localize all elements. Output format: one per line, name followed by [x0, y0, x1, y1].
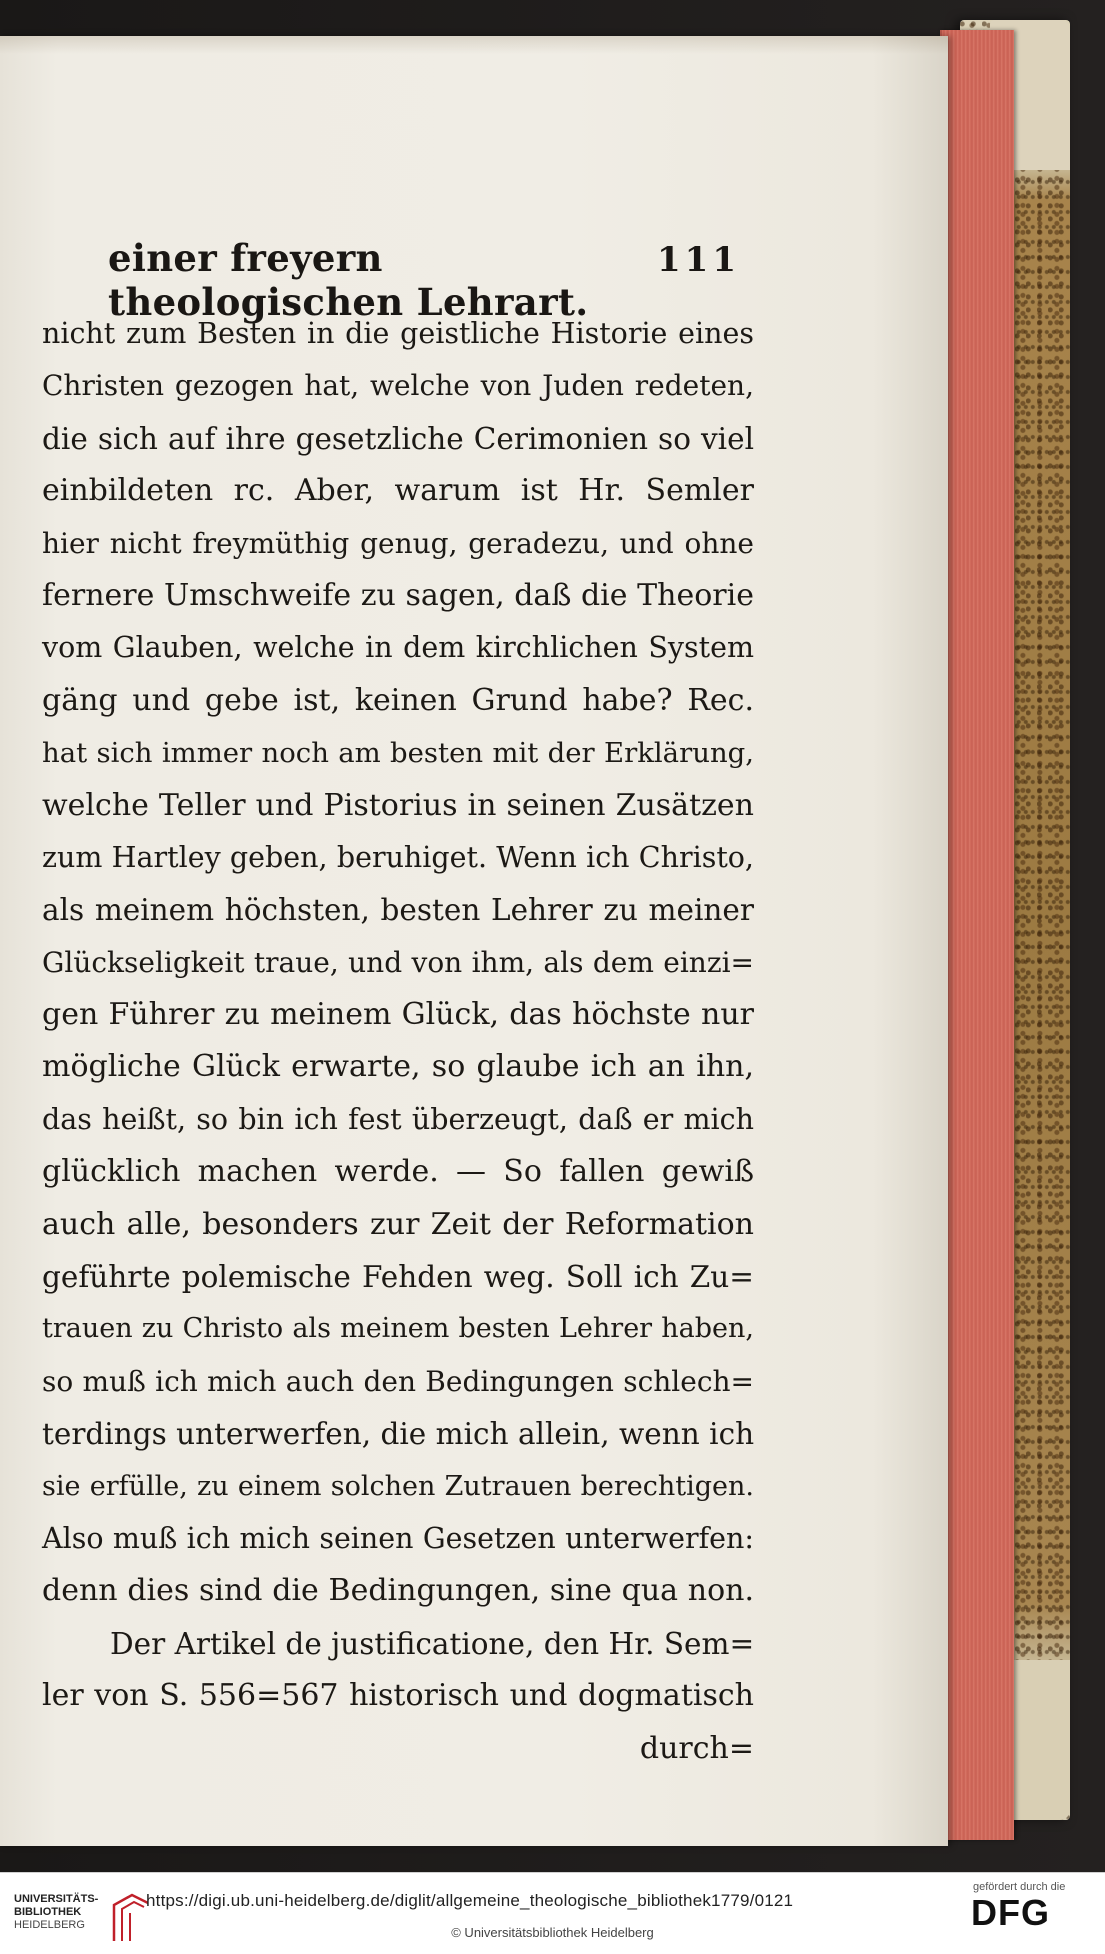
text-line: so muß ich mich auch den Bedingungen schlech= — [42, 1364, 754, 1398]
text-line: Also muß ich mich seinen Gesetzen unterwerfen: — [42, 1521, 754, 1555]
text-line: einbildeten rc. Aber, warum ist Hr. Semler — [42, 473, 754, 509]
text-line: mögliche Glück erwarte, so glaube ich an ihn, — [42, 1049, 754, 1085]
text-line: Christen gezogen hat, welche von Juden redeten, — [42, 369, 754, 403]
text-line: ler von S. 556=567 historisch und dogmatisch — [42, 1678, 754, 1714]
text-line: hat sich immer noch am besten mit der Erklärung, — [42, 737, 754, 770]
book-page — [0, 36, 948, 1846]
text-line: das heißt, so bin ich fest überzeugt, daß er mich — [42, 1102, 754, 1136]
text-line: Der Artikel de justificatione, den Hr. Sem= — [110, 1626, 755, 1661]
text-line: glücklich machen werde. — So fallen gewiß — [42, 1154, 754, 1190]
text-line: sie erfülle, zu einem solchen Zutrauen berechtigen. — [42, 1470, 754, 1502]
text-line: gäng und gebe ist, keinen Grund habe? Rec. — [42, 682, 754, 718]
footer-bar — [0, 1872, 1105, 1954]
permalink-url[interactable]: https://digi.ub.uni-heidelberg.de/diglit/allgemeine_theologische_bibliothek1779/0121 — [146, 1891, 794, 1910]
running-head-title: einer freyern theologischen Lehrart. — [108, 236, 589, 324]
copyright-notice: © Universitätsbibliothek Heidelberg — [451, 1925, 654, 1940]
page-edge — [940, 30, 1014, 1840]
library-logo-line-1: UNIVERSITÄTS- — [14, 1893, 99, 1905]
text-line: trauen zu Christo als meinem besten Lehrer haben, — [42, 1313, 754, 1345]
funder-logo[interactable] — [971, 1881, 1081, 1933]
text-line: durch= — [639, 1730, 754, 1766]
text-line: geführte polemische Fehden weg. Soll ich Zu= — [42, 1260, 754, 1295]
text-line: Glückseligkeit traue, und von ihm, als dem einzi= — [42, 945, 754, 979]
text-line: terdings unterwerfen, die mich allein, wenn ich — [42, 1417, 755, 1452]
library-logo-line-2: BIBLIOTHEK — [14, 1906, 82, 1918]
funder-caption: gefördert durch die — [973, 1881, 1066, 1893]
library-logo-line-3: HEIDELBERG — [14, 1919, 85, 1931]
page-number: 111 — [657, 240, 740, 280]
body-text — [42, 308, 754, 1775]
text-line: gen Führer zu meinem Glück, das höchste nur — [42, 997, 754, 1033]
text-line: denn dies sind die Bedingungen, sine qua non. — [42, 1573, 754, 1609]
text-line: auch alle, besonders zur Zeit der Reformation — [42, 1206, 754, 1242]
text-line: fernere Umschweife zu sagen, daß die Theorie — [42, 577, 754, 613]
text-line: die sich auf ihre gesetzliche Cerimonien so viel — [42, 421, 754, 456]
text-line: hier nicht freymüthig genug, geradezu, und ohne — [42, 526, 754, 560]
dfg-logo: DFG — [971, 1892, 1050, 1933]
text-line: zum Hartley geben, beruhiget. Wenn ich Christo, — [42, 840, 754, 874]
text-line: als meinem höchsten, besten Lehrer zu meiner — [42, 893, 754, 928]
text-line: nicht zum Besten in die geistliche Historie eines — [42, 317, 754, 350]
text-line: vom Glauben, welche in dem kirchlichen System — [42, 631, 754, 665]
text-line: welche Teller und Pistorius in seinen Zusätzen — [42, 787, 754, 823]
